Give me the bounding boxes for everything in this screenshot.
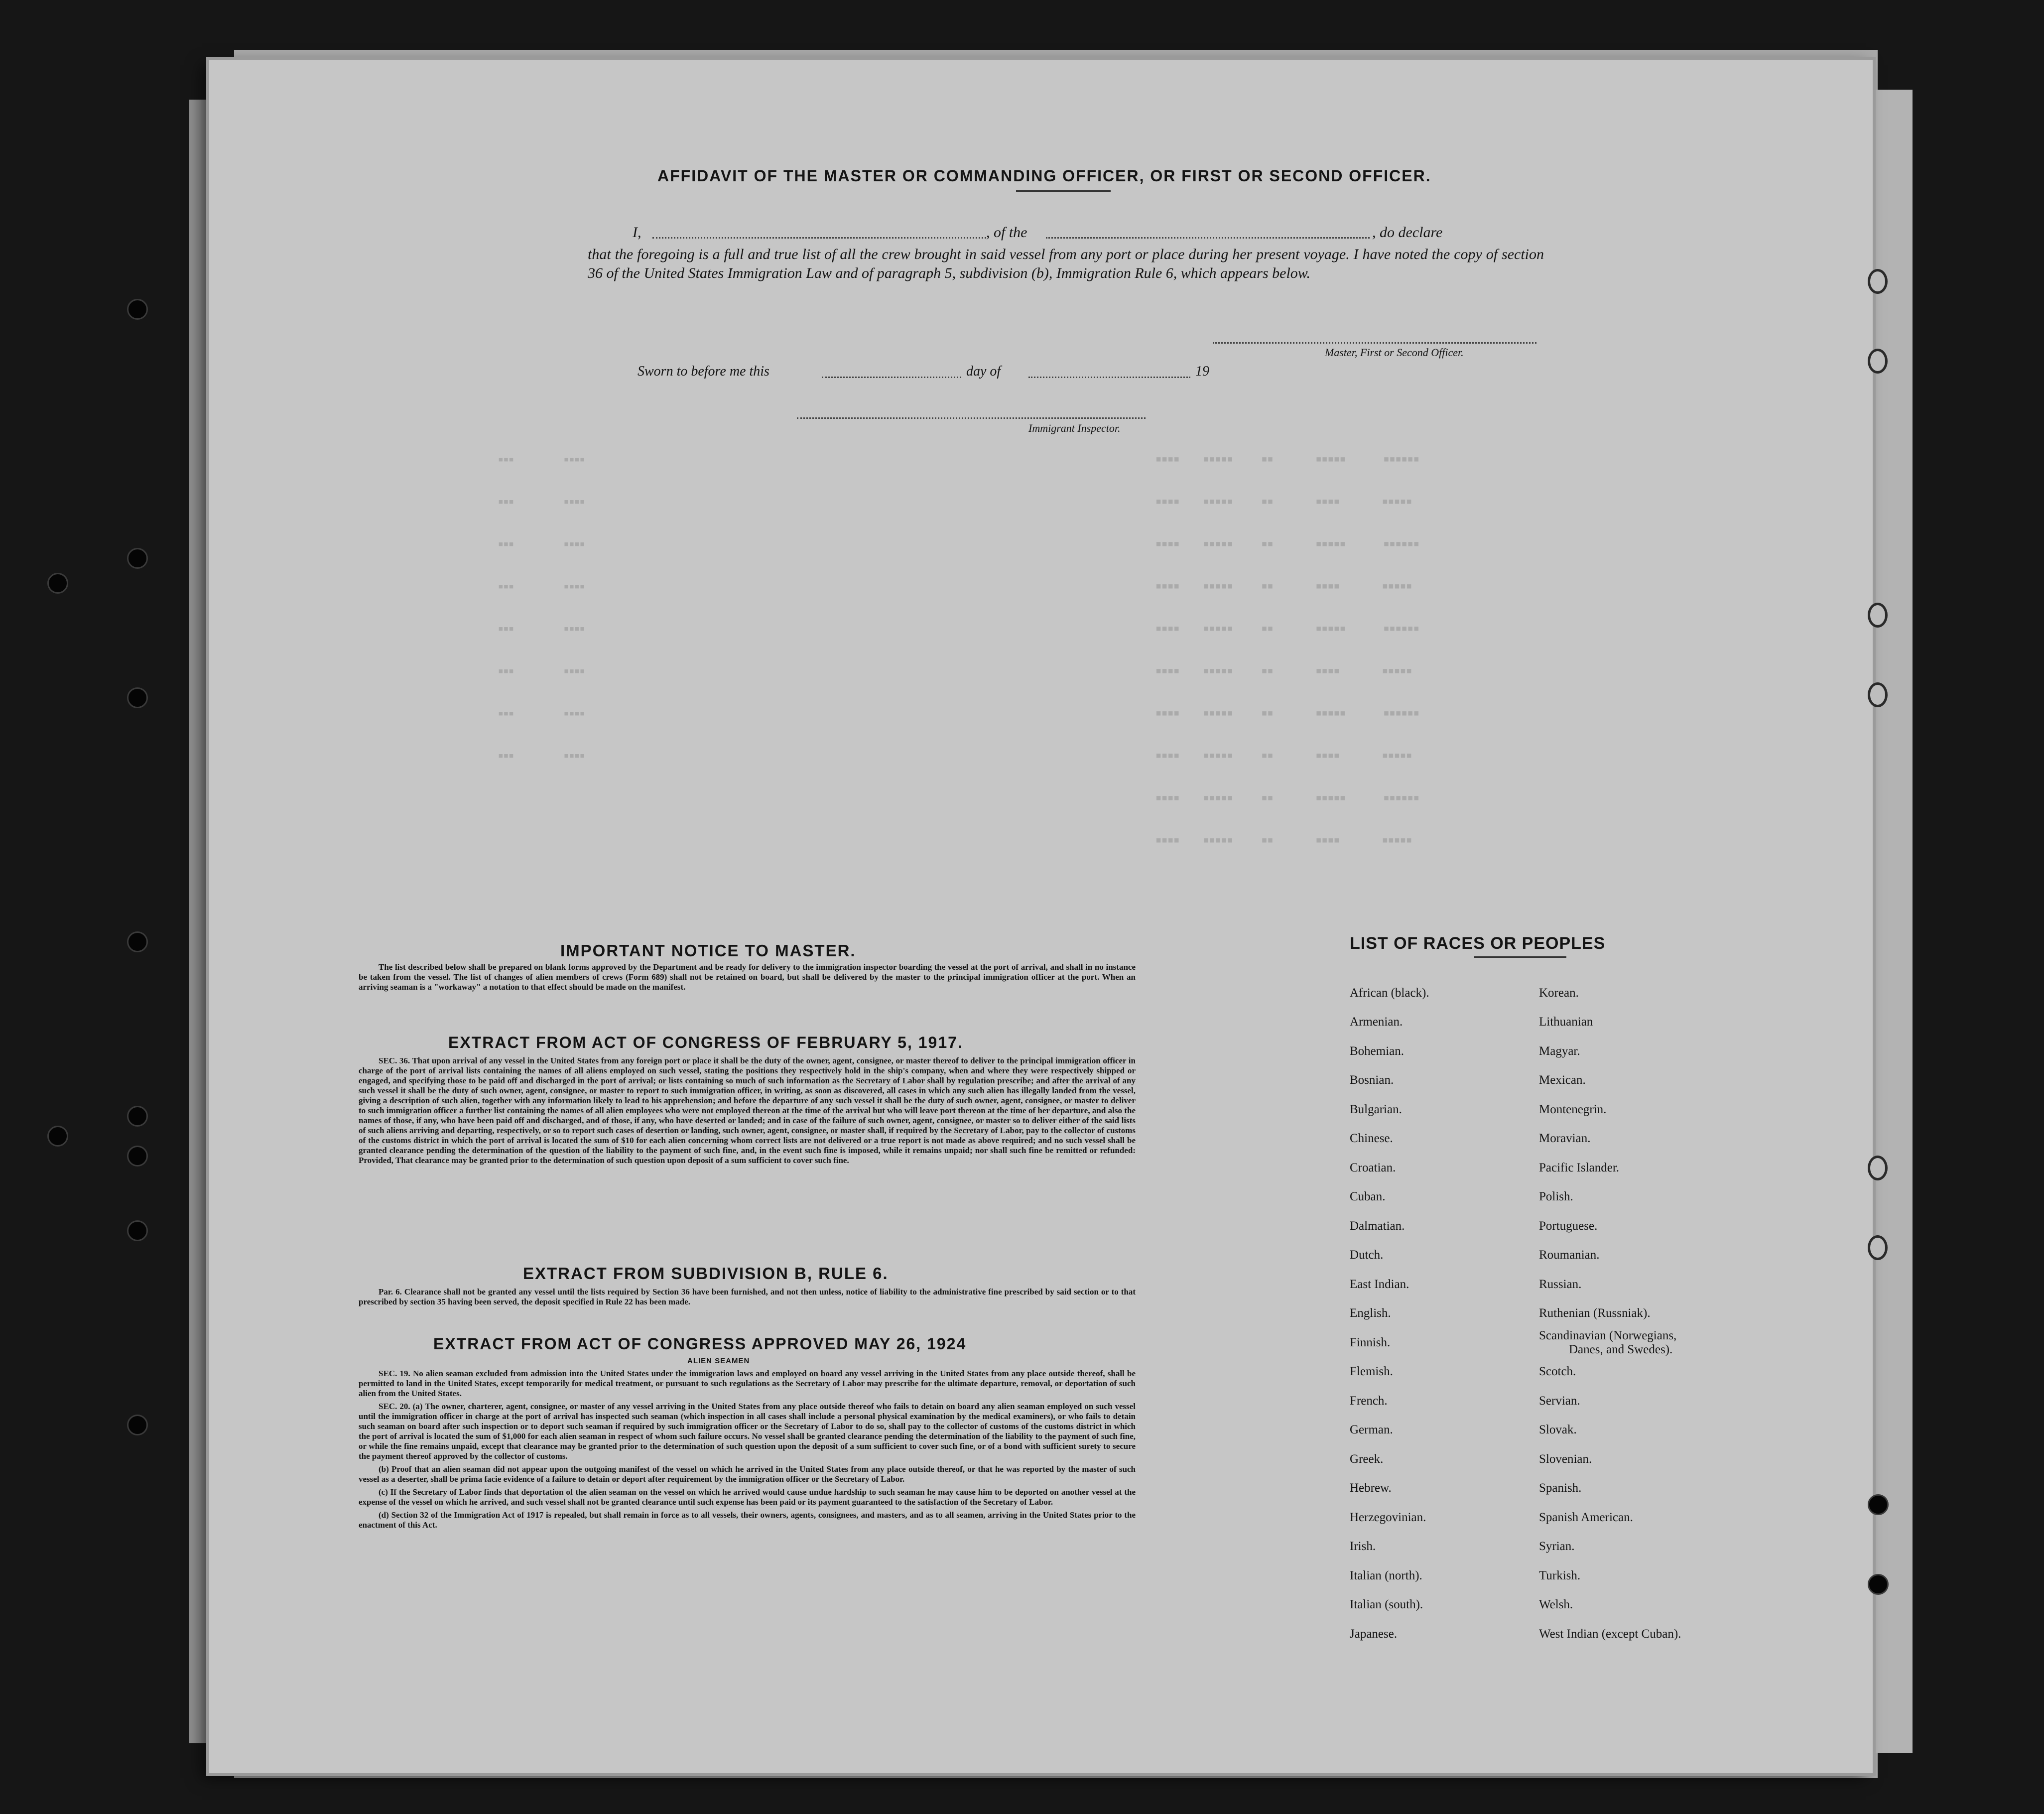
document-page xyxy=(209,60,1873,1773)
race-right-continuation: Danes, and Swedes). xyxy=(1569,1343,1673,1356)
race-right: Mexican. xyxy=(1539,1073,1586,1087)
race-left: Bosnian. xyxy=(1350,1073,1394,1087)
affidavit-line1-mid: , of the xyxy=(986,224,1027,241)
race-right: Korean. xyxy=(1539,986,1579,1000)
races-title-rule xyxy=(1474,956,1566,958)
punch-hole xyxy=(1868,1235,1888,1260)
binder-ring xyxy=(127,931,148,952)
sworn-start: Sworn to before me this xyxy=(638,364,769,379)
race-right: Spanish American. xyxy=(1539,1511,1633,1524)
extract-1924-sec20a: SEC. 20. (a) The owner, charterer, agent, consignee, or master of any vessel arriving in the United States from any place outside thereof who fails to detain on board any alien seaman employed on such vessel until the immigration officer in charge at the port of arrival has inspected such seaman (which inspection in all cases shall include a personal physical examination by the medical examiners), or who fails to detain such seaman on board after such inspection or to deport such seaman if required by such immigration officer or the Secretary of Labor to do so, shall pay to the collector of customs of the customs district in which the port of arrival is located the sum of $1,000 for each alien seaman in respect of whom such failure occurs. No vessel shall be granted clearance pending the determination of the liability to the payment of such fine, or while the fine remains unpaid, except that clearance may be granted prior to the determination of such question upon the deposit of a sum sufficient to cover such fine, or of a bond with sufficient surety to secure the payment thereof approved by the collector of customs. xyxy=(359,1402,1136,1461)
race-left: Irish. xyxy=(1350,1540,1376,1553)
race-right: Servian. xyxy=(1539,1394,1580,1408)
notice-title: IMPORTANT NOTICE TO MASTER. xyxy=(560,941,856,960)
bleed-through: ▪▪▪ ▪▪▪▪ ▪▪▪ ▪▪▪▪ ▪▪▪ ▪▪▪▪ ▪▪▪ ▪▪▪▪ ▪▪▪ ▪▪▪▪ ▪▪▪ ▪▪▪▪ ▪▪▪ ▪▪▪▪ ▪▪▪ ▪▪▪▪ xyxy=(498,451,585,764)
notice-text xyxy=(359,962,1136,995)
race-right: Syrian. xyxy=(1539,1540,1575,1553)
binder-ring xyxy=(127,687,148,708)
binder-ring xyxy=(127,1220,148,1241)
race-right: West Indian (except Cuban). xyxy=(1539,1627,1681,1641)
race-left: Herzegovinian. xyxy=(1350,1511,1426,1524)
extract-1924-subtitle: ALIEN SEAMEN xyxy=(687,1357,750,1365)
race-right: Scandinavian (Norwegians, xyxy=(1539,1329,1677,1342)
binder-ring xyxy=(127,1106,148,1127)
sworn-day-field-line[interactable] xyxy=(822,377,961,378)
binder-ring xyxy=(127,1146,148,1166)
race-right: Spanish. xyxy=(1539,1481,1582,1495)
race-right: Welsh. xyxy=(1539,1598,1573,1611)
race-right: Montenegrin. xyxy=(1539,1103,1607,1116)
race-left: French. xyxy=(1350,1394,1388,1408)
race-left: Flemish. xyxy=(1350,1365,1393,1378)
race-right: Scotch. xyxy=(1539,1365,1576,1378)
race-left: English. xyxy=(1350,1306,1391,1320)
race-right: Moravian. xyxy=(1539,1132,1591,1145)
race-left: Bulgarian. xyxy=(1350,1103,1402,1116)
race-left: German. xyxy=(1350,1423,1393,1436)
race-left: Dutch. xyxy=(1350,1248,1384,1262)
race-left: Italian (south). xyxy=(1350,1598,1423,1611)
signature-caption: Master, First or Second Officer. xyxy=(1325,346,1464,359)
race-right: Pacific Islander. xyxy=(1539,1161,1620,1174)
race-right: Turkish. xyxy=(1539,1569,1581,1582)
race-right: Russian. xyxy=(1539,1278,1582,1291)
races-title: LIST OF RACES OR PEOPLES xyxy=(1350,934,1606,953)
extract-1924-title: EXTRACT FROM ACT OF CONGRESS APPROVED MAY 26, 1924 xyxy=(433,1335,967,1353)
affidavit-line1-start: I, xyxy=(633,224,641,241)
inspector-caption: Immigrant Inspector. xyxy=(1028,422,1121,434)
race-left: Cuban. xyxy=(1350,1190,1386,1203)
extract-1924-sec20d: (d) Section 32 of the Immigration Act of 1917 is repealed, but shall remain in force as to all vessels, their owners, agents, consignees, and masters, and as to all seamen, arriving in the United States prior to the enactment of this Act. xyxy=(359,1510,1136,1530)
extract-rule6-text xyxy=(359,1287,1136,1310)
race-left: Dalmatian. xyxy=(1350,1219,1405,1233)
extract-1924-sec19: SEC. 19. No alien seaman excluded from admission into the United States under the immigration laws and employed on board any vessel arriving in the United States from any place outside thereof, shall be permitted to land in the United States, except temporarily for medical treatment, or pursuant to such regulations as the Secretary of Labor may prescribe for the ultimate departure, removal, or deportation of such alien from the United States. xyxy=(359,1369,1136,1398)
extract-1924-sec20c: (c) If the Secretary of Labor finds that deportation of the alien seaman on the vessel on which he arrived would cause undue hardship to such seaman he may cause him to be deported on another vessel at the expense of the vessel on which he arrived, and such vessel shall not be granted clearance until such expense has been paid or its payment guaranteed to the satisfaction of the Secretary of Labor. xyxy=(359,1487,1136,1507)
affidavit-body-text: that the foregoing is a full and true list of all the crew brought in said vessel from any port or place during her present voyage. I have noted the copy of section 36 of the United States Immigration Law and of paragraph 5, subdivision (b), Immigration Rule 6, which appears below. xyxy=(588,246,1544,281)
punch-hole xyxy=(1868,269,1888,294)
race-left: Greek. xyxy=(1350,1452,1384,1466)
sworn-month-field-line[interactable] xyxy=(1028,377,1190,378)
binder-ring xyxy=(47,573,68,594)
inspector-signature-line[interactable] xyxy=(797,417,1146,419)
punch-hole xyxy=(1868,1156,1888,1180)
extract-1924-sec20b: (b) Proof that an alien seaman did not appear upon the outgoing manifest of the vessel on which he arrived in the United States from any place outside thereof, or that he was reported by the master of such vessel as a deserter, shall be prima facie evidence of a failure to detain or deport after requirement by the immigration officer or the Secretary of Labor. xyxy=(359,1464,1136,1484)
affidavit-title-rule xyxy=(1016,190,1111,192)
race-right: Slovak. xyxy=(1539,1423,1577,1436)
punch-hole xyxy=(1868,682,1888,707)
race-right: Slovenian. xyxy=(1539,1452,1592,1466)
binder-ring xyxy=(127,299,148,320)
race-right: Lithuanian xyxy=(1539,1015,1593,1029)
binder-ring xyxy=(47,1126,68,1147)
race-left: Chinese. xyxy=(1350,1132,1393,1145)
race-left: Italian (north). xyxy=(1350,1569,1422,1582)
binder-ring xyxy=(1868,1574,1889,1595)
sworn-day: day of xyxy=(966,364,1001,379)
extract-1924-text xyxy=(359,1369,1136,1533)
extract-1917-title: EXTRACT FROM ACT OF CONGRESS OF FEBRUARY 5, 1917. xyxy=(448,1034,963,1051)
affidavit-title: AFFIDAVIT OF THE MASTER OR COMMANDING OFFICER, OR FIRST OR SECOND OFFICER. xyxy=(657,167,1431,185)
extract-1917-text xyxy=(359,1056,1136,1168)
race-right: Portuguese. xyxy=(1539,1219,1598,1233)
affidavit-line1-end: , do declare xyxy=(1372,224,1443,241)
extract-1917-paragraph: SEC. 36. That upon arrival of any vessel in the United States from any foreign port or place it shall be the duty of the owner, agent, consignee, or master thereof to deliver to the principal immigration officer in charge of the port of arrival lists containing the names of all aliens employed on such vessel, stating the positions they respectively hold in the ship's company, when and where they were respectively shipped or engaged, and specifying those to be paid off and discharged in the port of arrival; or lists containing so much of such information as the Secretary of Labor shall by regulation prescribe; and after the arrival of any such vessel it shall be the duty of such owner, agent, consignee, or master to report to such immigration officer, in writing, as soon as discovered, all cases in which any such alien has illegally landed from the vessel, giving a description of such alien, together with any information likely to lead to his apprehension; and before the departure of any such vessel it shall be the duty of such owner, agent, consignee, or master to deliver to such immigration officer a further list containing the names of all alien employees who were not employed thereon at the time of the arrival but who will leave port thereon at the time of her departure, and also the names of those, if any, who have been paid off and discharged, and of those, if any, who have deserted or landed; and in case of the failure of such owner, agent, consignee, or master so to deliver either of the said lists of such aliens arriving and departing, respectively, or so to report such cases of desertion or landing, such owner, agent, consignee, or master shall, if required by the Secretary of Labor, pay to the collector of customs of the customs district in which the port of arrival is located the sum of $10 for each alien concerning whom correct lists are not delivered or a true report is not made as above required; and no such vessel shall be granted clearance pending the determination of the question of the liability to the payment of such fine, and, in the event such fine is imposed, while it remains unpaid; nor shall such fine be remitted or refunded: Provided, That clearance may be granted prior to the determination of such question upon deposit of a sum sufficient to cover such fine. xyxy=(359,1056,1136,1165)
name-field-line[interactable] xyxy=(652,237,986,239)
race-right: Polish. xyxy=(1539,1190,1573,1203)
binder-ring xyxy=(127,548,148,569)
race-left: African (black). xyxy=(1350,986,1429,1000)
race-left: Hebrew. xyxy=(1350,1481,1392,1495)
race-left: Armenian. xyxy=(1350,1015,1403,1029)
master-signature-line[interactable] xyxy=(1213,342,1536,344)
binder-ring xyxy=(127,1415,148,1435)
race-right: Magyar. xyxy=(1539,1044,1580,1058)
punch-hole xyxy=(1868,349,1888,374)
affidavit-body xyxy=(588,245,1544,283)
punch-hole xyxy=(1868,603,1888,628)
race-left: Bohemian. xyxy=(1350,1044,1405,1058)
race-left: Japanese. xyxy=(1350,1627,1398,1641)
notice-paragraph: The list described below shall be prepared on blank forms approved by the Department and be ready for delivery to the immigration inspector boarding the vessel at the port of arrival, and shall in no instance be taken from the vessel. The list of changes of alien members of crews (Form 689) shall not be retained on board, but shall be delivered by the master to the principal immigration officer at the port. When an arriving seaman is a "workaway" a notation to that effect should be made on the manifest. xyxy=(359,962,1136,992)
race-left: Finnish. xyxy=(1350,1336,1391,1349)
extract-rule6-paragraph: Par. 6. Clearance shall not be granted any vessel until the lists required by Section 36 have been furnished, and not then unless, notice of liability to the administrative fine prescribed by said section or to that prescribed by section 35 having been served, the deposit specified in Rule 22 has been made. xyxy=(359,1287,1136,1306)
race-left: East Indian. xyxy=(1350,1278,1409,1291)
extract-rule6-title: EXTRACT FROM SUBDIVISION B, RULE 6. xyxy=(523,1264,889,1283)
race-left: Croatian. xyxy=(1350,1161,1396,1174)
sworn-year: 19 xyxy=(1195,364,1209,379)
vessel-field-line[interactable] xyxy=(1046,237,1370,239)
race-right: Ruthenian (Russniak). xyxy=(1539,1306,1651,1320)
binder-ring xyxy=(1868,1494,1889,1515)
race-right: Roumanian. xyxy=(1539,1248,1600,1262)
bleed-through: ▪▪▪▪ ▪▪▪▪▪ ▪▪ ▪▪▪▪▪ ▪▪▪▪▪▪ ▪▪▪▪ ▪▪▪▪▪ ▪▪ ▪▪▪▪ ▪▪▪▪▪ ▪▪▪▪ ▪▪▪▪▪ ▪▪ ▪▪▪▪▪ ▪▪▪▪▪▪ ▪▪▪▪ ▪▪▪▪▪ ▪▪ ▪▪▪▪ ▪▪▪▪▪ ▪▪▪▪ ▪▪▪▪▪ ▪▪ ▪▪▪▪▪ ▪▪▪▪▪▪ ▪▪▪▪ ▪▪▪▪▪ ▪▪ ▪▪▪▪ ▪▪▪▪▪ ▪▪▪▪ ▪▪▪▪▪ ▪▪ ▪▪▪▪▪ ▪▪▪▪▪▪ ▪▪▪▪ ▪▪▪▪▪ ▪▪ ▪▪▪▪ ▪▪▪▪▪ ▪▪▪▪ ▪▪▪▪▪ ▪▪ ▪▪▪▪▪ ▪▪▪▪▪▪ ▪▪▪▪ ▪▪▪▪▪ ▪▪ ▪▪▪▪ ▪▪▪▪▪ xyxy=(1155,450,1419,850)
